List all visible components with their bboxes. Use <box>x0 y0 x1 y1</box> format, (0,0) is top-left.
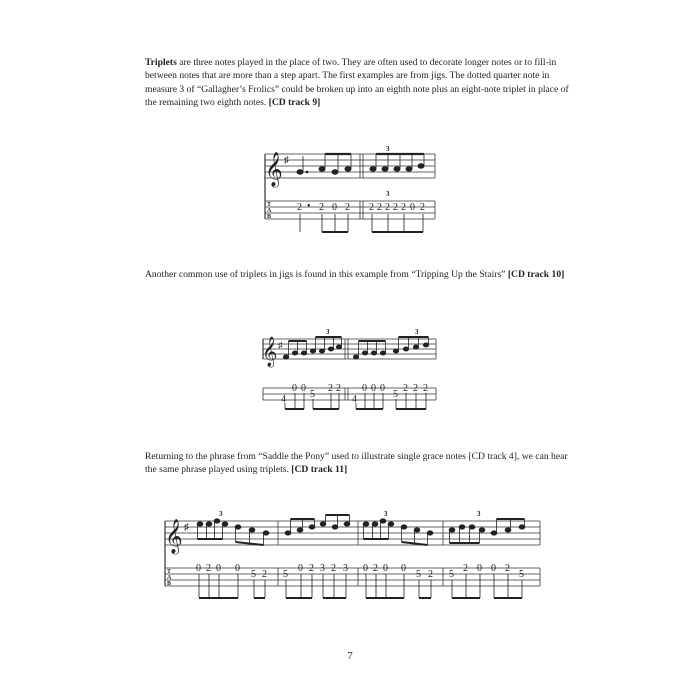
triplet-mark: 3 <box>386 145 390 153</box>
tab-number: 5 <box>310 389 315 400</box>
cd-track-label: [CD track 9] <box>268 97 321 109</box>
tab-number: 0 <box>362 383 367 394</box>
tab-number: 2 <box>319 202 324 213</box>
tab-number: 0 <box>477 563 482 574</box>
triplet-mark: 3 <box>219 510 223 518</box>
triplet-mark: 3 <box>386 190 390 198</box>
cd-track-label: [CD track 10] <box>507 269 565 280</box>
tab-number: 2 <box>309 563 314 574</box>
tab-number: 2 <box>401 202 406 213</box>
tab-number: 2 <box>393 202 398 213</box>
paragraph-text: are three notes played in the place of two. They are often used to decorate longer notes or to fill-in between notes that are more than a step apart. The first examples are from jigs. The dotted quarter note in measure 3 of “Gallagher’s Frolics” could be broken up into an eighth note plus an eight-note triplet in place of the remaining two eighth notes. <box>145 57 569 109</box>
tab-number: 0 <box>235 563 240 574</box>
music-example-3 <box>160 505 545 605</box>
tab-number: 2 <box>423 383 428 394</box>
term-triplets: Triplets <box>145 57 177 68</box>
tab-number: 2 <box>505 563 510 574</box>
tab-number: 0 <box>196 563 201 574</box>
tab-number: 0 <box>292 383 297 394</box>
svg-text:♯: ♯ <box>284 155 289 166</box>
tab-number: 2 <box>328 383 333 394</box>
tab-label-a: A <box>167 575 172 581</box>
tab-number: 0 <box>371 383 376 394</box>
tab-number: 2 <box>206 563 211 574</box>
tab-number: 4 <box>281 394 286 405</box>
paragraph-saddle-the-pony <box>145 450 570 477</box>
tab-number: 2 <box>377 202 382 213</box>
paragraph-triplets-intro <box>145 56 570 110</box>
tab-number: 5 <box>449 569 454 580</box>
tab-number: 3 <box>320 563 325 574</box>
tab-number: 2 <box>331 563 336 574</box>
tab-number: 0 <box>216 563 221 574</box>
svg-text:𝄞: 𝄞 <box>265 153 283 186</box>
tab-number: 0 <box>383 563 388 574</box>
svg-text:𝄞: 𝄞 <box>165 520 183 553</box>
tab-number: 0 <box>380 383 385 394</box>
tab-number: 2 <box>297 202 302 213</box>
svg-text:♯: ♯ <box>278 340 283 350</box>
music-example-2 <box>258 327 443 409</box>
tab-number: 5 <box>393 389 398 400</box>
tab-label-t: T <box>267 202 272 208</box>
svg-text:♯: ♯ <box>184 522 189 533</box>
tab-number: 0 <box>301 383 306 394</box>
tab-label-t: T <box>167 569 172 575</box>
paragraph-text: Another common use of triplets in jigs is found in this example from “Tripping Up the Stairs” <box>145 269 508 280</box>
tab-label-b: B <box>267 214 272 220</box>
tab-number: 2 <box>369 202 374 213</box>
paragraph-text: Returning to the phrase from “Saddle the Pony” used to illustrate single grace notes [CD track 4], we can hear the same phrase played using triplets. <box>145 451 568 476</box>
tab-number: 2 <box>463 563 468 574</box>
tab-number: 2 <box>428 569 433 580</box>
tab-number: 3 <box>343 563 348 574</box>
tab-number: 5 <box>251 569 256 580</box>
tab-number: 0 <box>491 563 496 574</box>
tab-number: 2 <box>413 383 418 394</box>
tab-number: 5 <box>416 569 421 580</box>
tab-number: 2 <box>385 202 390 213</box>
tab-label-a: A <box>267 208 272 214</box>
triplet-mark: 3 <box>326 328 330 336</box>
tab-number: 2 <box>420 202 425 213</box>
tab-label-b: B <box>167 581 172 587</box>
tab-number: 0 <box>298 563 303 574</box>
triplet-mark: 3 <box>477 510 481 518</box>
tab-number: 5 <box>519 569 524 580</box>
tab-number: 2 <box>373 563 378 574</box>
tab-number: • <box>307 201 311 212</box>
tab-number: 2 <box>345 202 350 213</box>
tab-number: 0 <box>401 563 406 574</box>
tab-number: 0 <box>363 563 368 574</box>
svg-text:𝄞: 𝄞 <box>262 337 278 366</box>
tab-number: 2 <box>403 383 408 394</box>
tab-number: 0 <box>332 202 337 213</box>
tab-number: 2 <box>336 383 341 394</box>
triplet-mark: 3 <box>415 328 419 336</box>
paragraph-tripping-up-the-stairs <box>145 268 570 281</box>
tab-number: 0 <box>410 202 415 213</box>
tab-number: 4 <box>352 394 357 405</box>
cd-track-label: [CD track 11] <box>291 464 348 476</box>
triplet-mark: 3 <box>384 510 388 518</box>
page-number: 7 <box>347 650 353 662</box>
music-example-1 <box>260 145 445 238</box>
tab-number: 5 <box>283 569 288 580</box>
tab-number: 2 <box>262 569 267 580</box>
